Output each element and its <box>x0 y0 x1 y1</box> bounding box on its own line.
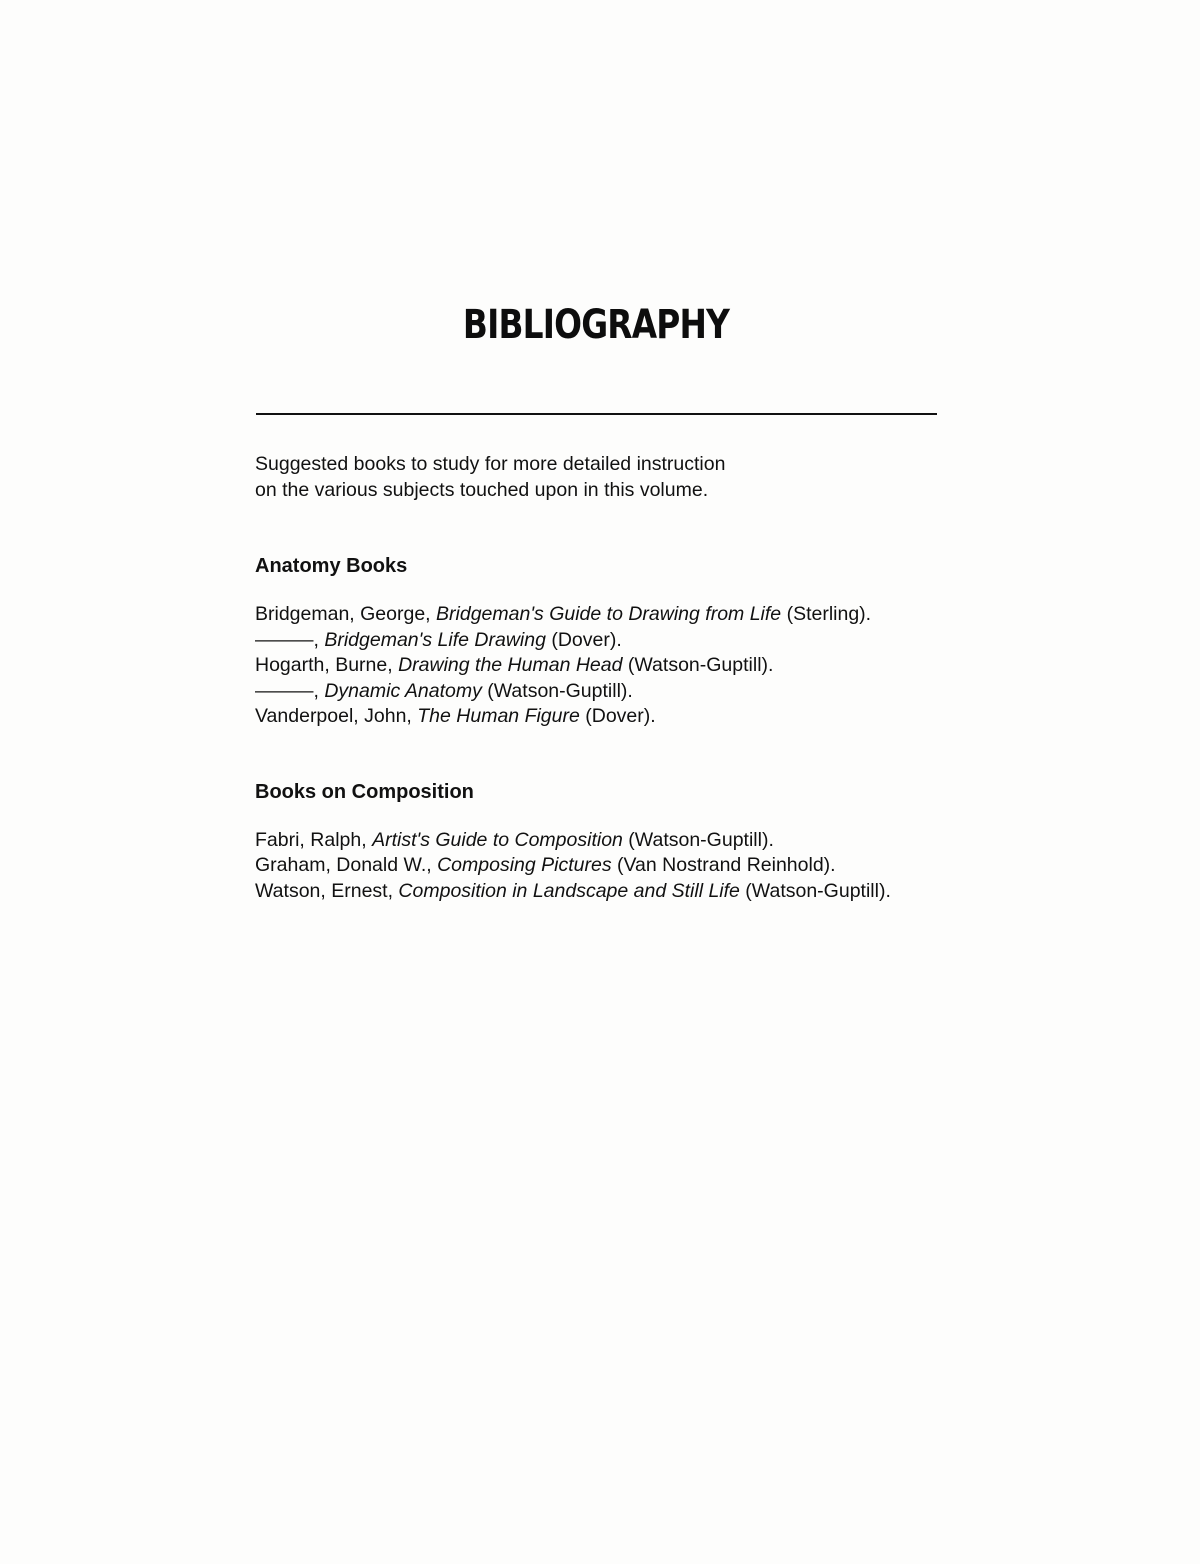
entry-publisher: (Sterling). <box>781 603 872 625</box>
entry-author: ———, <box>255 628 325 651</box>
entry-publisher: (Watson-Guptill). <box>739 879 891 902</box>
page-title: BIBLIOGRAPHY <box>462 302 730 348</box>
title-rule <box>256 413 937 415</box>
entry-book-title: Dynamic Anatomy <box>324 679 482 702</box>
entry-publisher: (Watson-Guptill). <box>622 828 774 851</box>
bibliography-entry <box>255 653 945 679</box>
composition-book-list <box>255 828 945 905</box>
entry-author: Graham, Donald W., <box>255 854 438 876</box>
bibliography-entry <box>255 602 945 628</box>
intro-line-1: Suggested books to study for more detailed instruction <box>255 453 726 475</box>
bibliography-entry <box>255 853 945 879</box>
entry-book-title: The Human Figure <box>417 705 580 727</box>
intro-paragraph <box>255 452 945 503</box>
bibliography-entry <box>255 704 945 730</box>
entry-author: Fabri, Ralph, <box>255 828 373 851</box>
bibliography-entry <box>255 879 941 905</box>
entry-book-title: Artist's Guide to Composition <box>372 828 623 851</box>
bibliography-entry <box>255 679 945 705</box>
entry-author: Vanderpoel, John, <box>255 705 418 727</box>
entry-author: Bridgeman, George, <box>255 603 437 625</box>
entry-publisher: (Watson-Guptill). <box>481 679 633 702</box>
bibliography-entry <box>255 628 945 654</box>
entry-book-title: Composition in Landscape and Still Life <box>398 879 740 902</box>
section-heading-anatomy: Anatomy Books <box>255 555 408 577</box>
anatomy-book-list <box>255 602 945 730</box>
intro-line-2: on the various subjects touched upon in this volume. <box>255 478 709 501</box>
entry-book-title: Composing Pictures <box>437 854 612 876</box>
entry-author: Hogarth, Burne, <box>255 654 399 676</box>
entry-author: ———, <box>255 679 325 702</box>
entry-publisher: (Watson-Guptill). <box>622 654 774 676</box>
entry-book-title: Bridgeman's Guide to Drawing from Life <box>436 603 782 625</box>
entry-publisher: (Van Nostrand Reinhold). <box>611 854 836 876</box>
entry-book-title: Bridgeman's Life Drawing <box>324 628 546 651</box>
section-heading-composition: Books on Composition <box>255 780 474 803</box>
bibliography-entry <box>255 828 945 854</box>
bibliography-content <box>255 452 945 904</box>
entry-book-title: Drawing the Human Head <box>398 654 623 676</box>
entry-author: Watson, Ernest, <box>255 879 399 902</box>
entry-publisher: (Dover). <box>545 628 622 651</box>
entry-publisher: (Dover). <box>579 705 656 727</box>
